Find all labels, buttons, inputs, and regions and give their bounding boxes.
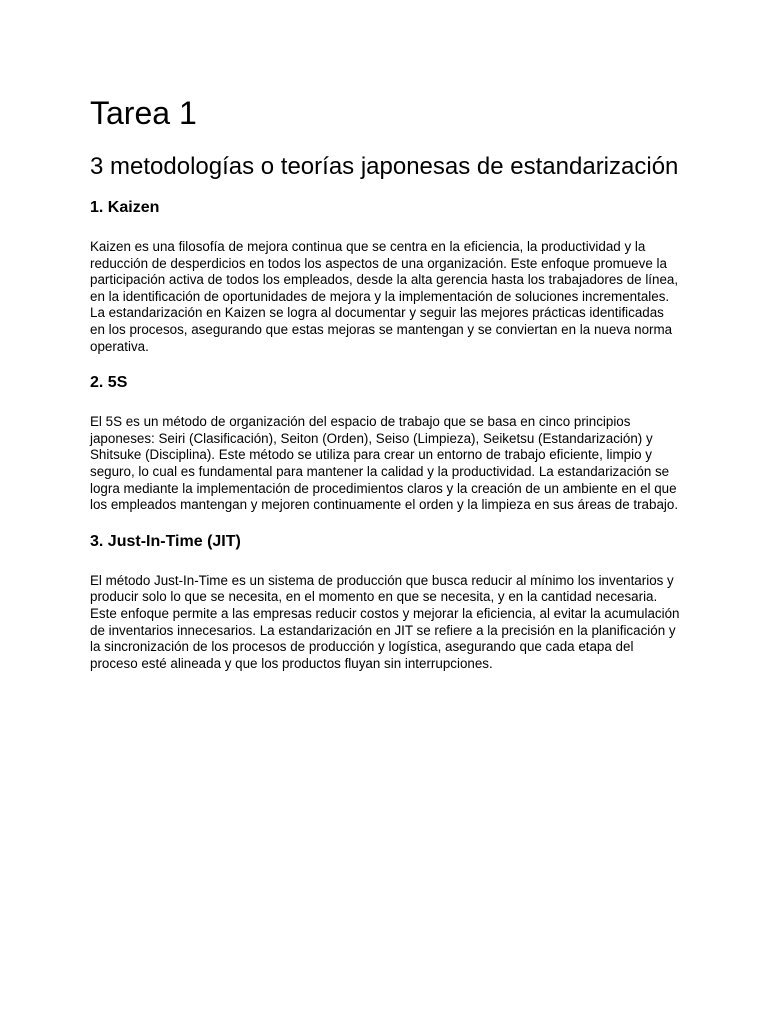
- section-paragraph: El método Just-In-Time es un sistema de producción que busca reducir al mínimo los inventarios y producir solo lo que se necesita, en el momento en que se necesita, y en la cantidad necesaria. Este enfoque permite a las empresas reducir costos y mejorar la eficiencia, al evitar la acumulación de inventarios innecesarios. La estandarización en JIT se refiere a la precisión en la planificación y la sincronización de los procesos de producción y logística, asegurando que cada etapa del proceso esté alineada y que los productos fluyan sin interrupciones.: [90, 572, 680, 671]
- document-title: Tarea 1: [90, 95, 197, 131]
- document-subtitle: 3 metodologías o teorías japonesas de estandarización: [90, 153, 679, 180]
- section-heading: 3. Just-In-Time (JIT): [90, 532, 241, 550]
- section-kaizen: [90, 198, 680, 355]
- section-heading: 1. Kaizen: [90, 199, 160, 216]
- section-heading: 2. 5S: [90, 374, 128, 392]
- section-paragraph: El 5S es un método de organización del espacio de trabajo que se basa en cinco principios japoneses: Seiri (Clasificación), Seiton (Orden), Seiso (Limpieza), Seiketsu (Estandarización) y Shitsuke (Disciplina). Este método se utiliza para crear un entorno de trabajo eficiente, limpio y seguro, lo cual es fundamental para mantener la calidad y la productividad. La estandarización se logra mediante la implementación de procedimientos claros y la creación de un ambiente en el que los empleados mantengan y mejoren continuamente el orden y la limpieza en sus áreas de trabajo.: [90, 414, 679, 513]
- section-jit: [90, 532, 680, 673]
- section-paragraph: Kaizen es una filosofía de mejora continua que se centra en la eficiencia, la productividad y la reducción de desperdicios en todos los aspectos de una organización. Este enfoque promueve la participación activa de todos los empleados, desde la alta gerencia hasta los trabajadores de línea, en la identificación de oportunidades de mejora y la implementación de soluciones incrementales. La estandarización en Kaizen se logra al documentar y seguir las mejores prácticas identificadas en los procesos, asegurando que estas mejoras se mantengan y se conviertan en la nueva norma operativa.: [90, 239, 679, 354]
- document-content: [90, 93, 680, 672]
- section-5s: [90, 373, 680, 514]
